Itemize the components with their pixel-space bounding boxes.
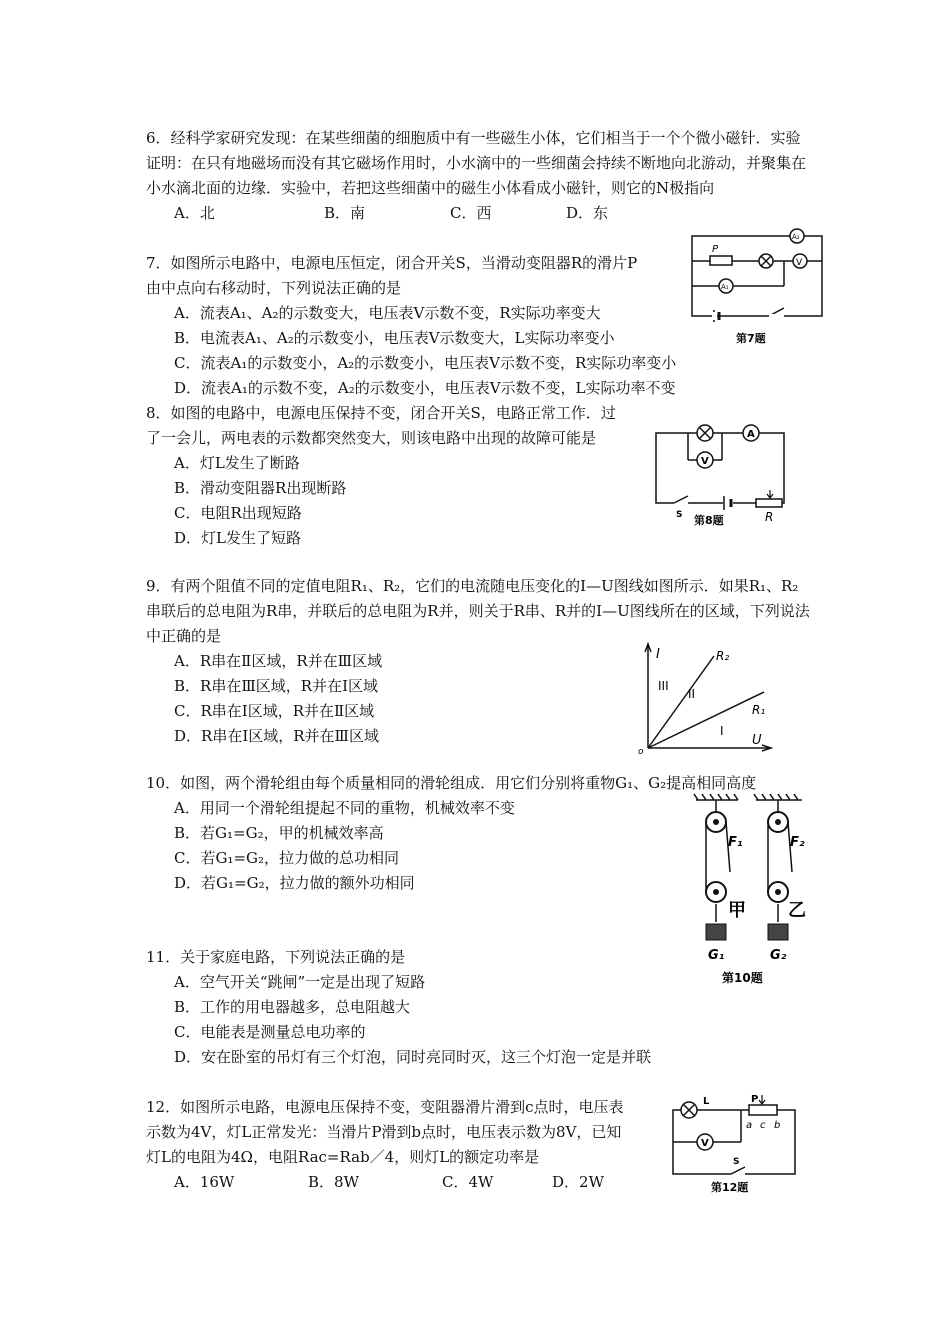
option-d: D．安在卧室的吊灯有三个灯泡，同时亮同时灭，这三个灯泡一定是并联 — [174, 1048, 652, 1066]
option-d: D．流表A₁的示数不变，A₂的示数变小，电压表V示数不变，L实际功率不变 — [174, 379, 676, 397]
question-7 — [146, 251, 677, 401]
option-c: C．西 — [450, 204, 492, 222]
fig10-label-yi: 乙 — [788, 900, 806, 921]
fig12-label-l: L — [703, 1096, 710, 1107]
question-8 — [146, 401, 616, 551]
question-stem: 12．如图所示电路，电源电压保持不变，变阻器滑片滑到c点时，电压表示数为4V，灯L正常发光：当滑片P滑到b点时，电压表示数为8V，已知灯L的电阻为4Ω，电阻Rac=Rab／4，则灯L的额定功率是 — [146, 1098, 624, 1166]
question-12 — [146, 1095, 646, 1195]
options-row — [146, 1170, 646, 1195]
option-c: C．R串在Ⅰ区域，R并在Ⅱ区域 — [174, 702, 375, 720]
fig12-label-p: P — [751, 1094, 759, 1105]
option-a: A．北 — [174, 204, 215, 222]
fig7-label-p: P — [712, 244, 719, 255]
option-b: B．工作的用电器越多，总电阻越大 — [174, 998, 411, 1016]
fig8-label-v: V — [701, 456, 709, 467]
fig12-label-b: b — [774, 1120, 781, 1131]
fig12-label-c: c — [760, 1120, 766, 1131]
figure-7-circuit — [684, 226, 834, 348]
question-stem: 8．如图的电路中，电源电压保持不变，闭合开关S，电路正常工作．过了一会儿，两电表的示数都突然变大，则该电路中出现的故障可能是 — [146, 404, 616, 447]
option-c: C．流表A₁的示数变小，A₂的示数变小，电压表V示数不变，R实际功率变小 — [174, 354, 677, 372]
option-d: D．若G₁=G₂，拉力做的额外功相同 — [174, 874, 415, 892]
fig10-label-jia: 甲 — [728, 900, 746, 921]
option-c: C．4W — [442, 1173, 494, 1191]
option-c: C．电阻R出现短路 — [174, 504, 302, 522]
option-a: A．流表A₁、A₂的示数变大，电压表V示数不变，R实际功率变大 — [174, 304, 601, 322]
fig8-label-a: A — [747, 429, 755, 440]
option-d: D．2W — [552, 1173, 604, 1191]
fig10-label-g2: G₂ — [770, 948, 787, 963]
fig8-label-s: S — [676, 510, 683, 520]
option-c: C．若G₁=G₂，拉力做的总功相同 — [174, 849, 400, 867]
option-b: B．电流表A₁、A₂的示数变小，电压表V示数变大，L实际功率变小 — [174, 329, 615, 347]
fig7-label-v: V — [796, 258, 803, 268]
fig9-origin: o — [638, 747, 644, 757]
option-b: B．南 — [324, 204, 366, 222]
option-a: A．用同一个滑轮组提起不同的重物，机械效率不变 — [174, 799, 515, 817]
fig10-label-g1: G₁ — [708, 948, 725, 963]
figure-caption: 第12题 — [711, 1181, 749, 1194]
option-a: A．空气开关“跳闸”一定是出现了短路 — [174, 973, 426, 991]
option-a: A．灯L发生了断路 — [174, 454, 300, 472]
option-d: D．R串在Ⅰ区域，R并在Ⅲ区域 — [174, 727, 380, 745]
figure-caption: 第8题 — [694, 514, 724, 527]
fig10-label-f2: F₂ — [790, 835, 805, 850]
option-b: B．滑动变阻器R出现断路 — [174, 479, 347, 497]
figure-caption: 第10题 — [722, 971, 763, 985]
fig9-axis-i: I — [656, 647, 660, 662]
question-6 — [146, 126, 812, 226]
figure-12-circuit — [665, 1090, 803, 1196]
option-d: D．灯L发生了短路 — [174, 529, 301, 547]
option-d: D．东 — [566, 204, 609, 222]
option-a: A．16W — [174, 1173, 235, 1191]
question-stem: 9．有两个阻值不同的定值电阻R₁、R₂，它们的电流随电压变化的I—U图线如图所示．如果R₁、R₂串联后的总电阻为R串，并联后的总电阻为R并，则关于R串、R并的I—U图线所在的区域，下列说法中正确的是 — [146, 577, 810, 645]
fig9-region-1: I — [720, 724, 724, 738]
fig7-label-a1: A₁ — [721, 283, 729, 291]
option-b: B．R串在Ⅲ区域，R并在Ⅰ区域 — [174, 677, 379, 695]
fig12-label-v: V — [701, 1138, 709, 1149]
option-b: B．8W — [308, 1173, 359, 1191]
fig9-label-r1: R₁ — [752, 703, 766, 717]
fig9-label-r2: R₂ — [716, 649, 730, 663]
fig7-label-a2: A₂ — [792, 233, 800, 241]
fig12-label-s: S — [733, 1157, 740, 1167]
options-row — [146, 201, 812, 226]
fig8-label-r: R — [765, 510, 774, 524]
fig10-label-f1: F₁ — [728, 835, 743, 850]
fig12-label-a: a — [746, 1120, 753, 1131]
question-stem: 6．经科学家研究发现：在某些细菌的细胞质中有一些磁生小体，它们相当于一个个微小磁针．实验证明：在只有地磁场而没有其它磁场作用时，小水滴中的一些细菌会持续不断地向北游动，并聚集在小水滴北面的边缘．实验中，若把这些细菌中的磁生小体看成小磁针，则它的N极指向 — [146, 129, 807, 197]
figure-caption: 第7题 — [736, 332, 766, 345]
fig9-region-2: II — [688, 687, 696, 701]
option-a: A．R串在Ⅱ区域，R并在Ⅲ区域 — [174, 652, 383, 670]
question-stem: 7．如图所示电路中，电源电压恒定，闭合开关S，当滑动变阻器R的滑片P由中点向右移动时，下列说法正确的是 — [146, 254, 638, 297]
question-11 — [146, 945, 812, 1070]
figure-9-iu-graph — [628, 638, 778, 758]
question-stem: 10．如图，两个滑轮组由每个质量相同的滑轮组成．用它们分别将重物G₁、G₂提高相同高度 — [146, 774, 757, 792]
fig9-region-3: III — [658, 679, 669, 693]
option-c: C．电能表是测量总电功率的 — [174, 1023, 366, 1041]
question-stem: 11．关于家庭电路，下列说法正确的是 — [146, 948, 406, 966]
option-b: B．若G₁=G₂，甲的机械效率高 — [174, 824, 384, 842]
fig9-axis-u: U — [752, 733, 762, 748]
figure-8-circuit — [648, 418, 798, 530]
